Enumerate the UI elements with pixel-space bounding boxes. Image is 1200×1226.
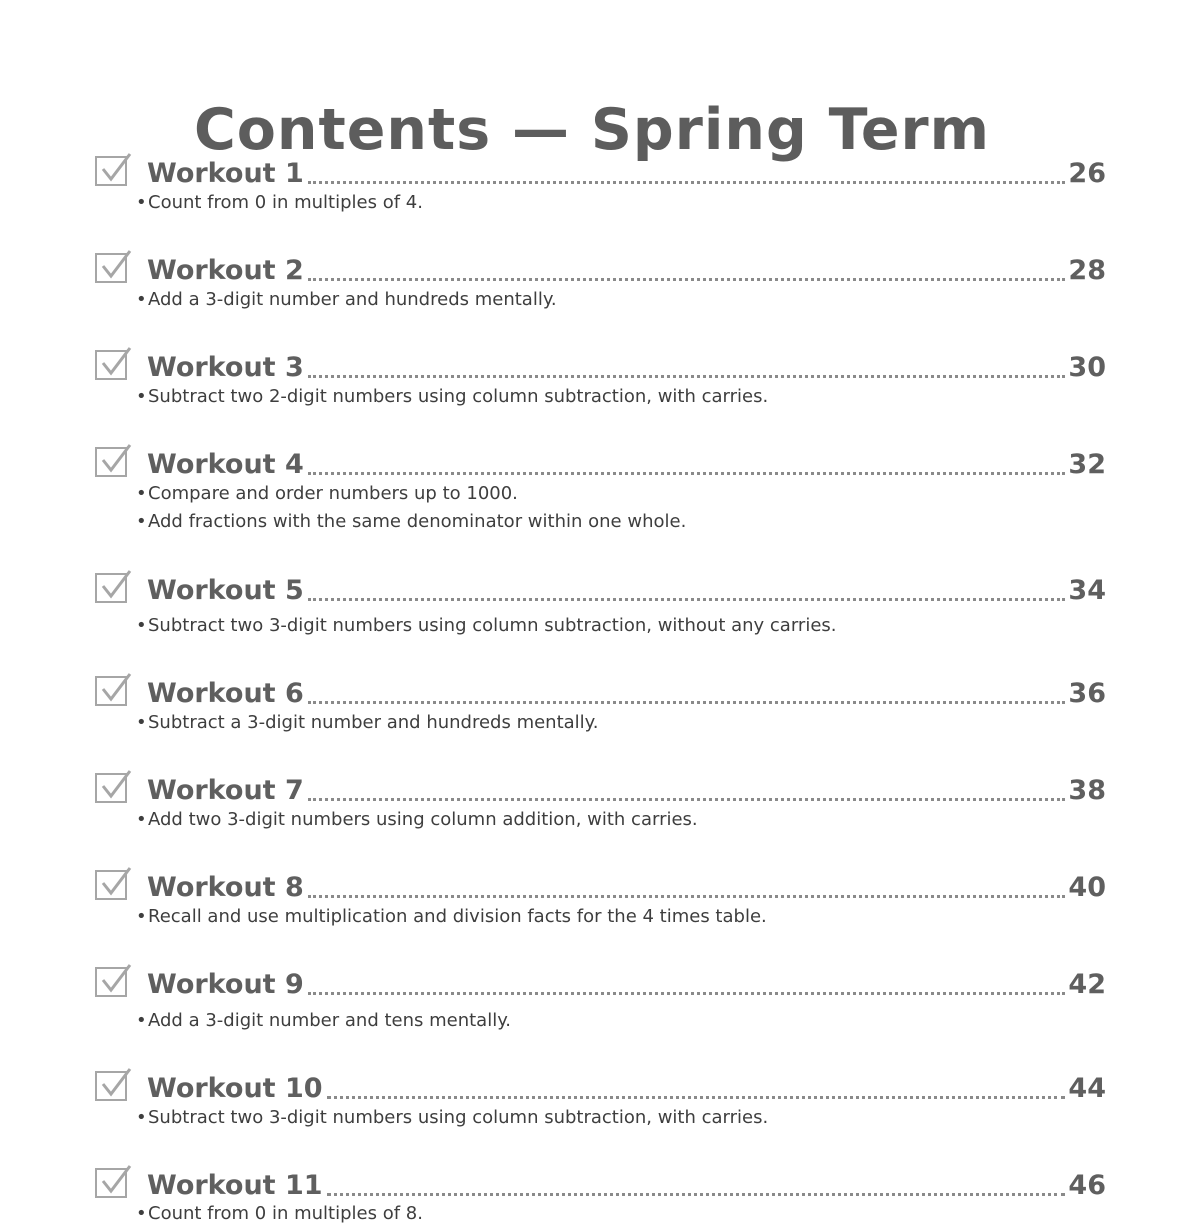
bullet-item bbox=[136, 614, 837, 638]
page-number: 36 bbox=[1068, 678, 1106, 709]
entry-title: Workout 7 bbox=[147, 775, 304, 806]
bullet-dot: • bbox=[136, 192, 147, 213]
bullet-text: Add a 3-digit number and hundreds mentally. bbox=[148, 289, 557, 310]
page-number: 34 bbox=[1068, 575, 1106, 606]
dot-leader bbox=[308, 701, 1066, 704]
bullet-dot: • bbox=[136, 1107, 147, 1128]
bullet-item bbox=[136, 808, 698, 832]
bullet-text: Add fractions with the same denominator within one whole. bbox=[148, 511, 687, 532]
dot-leader bbox=[308, 798, 1066, 801]
checkbox-tick-icon[interactable] bbox=[94, 250, 132, 284]
page-number: 44 bbox=[1068, 1073, 1106, 1104]
checkbox-tick-icon[interactable] bbox=[94, 770, 132, 804]
page-number: 32 bbox=[1068, 449, 1106, 480]
bullet-item bbox=[136, 1009, 511, 1033]
page-number: 46 bbox=[1068, 1170, 1106, 1201]
dot-leader bbox=[308, 598, 1066, 601]
dot-leader bbox=[327, 1096, 1066, 1099]
dot-leader bbox=[308, 472, 1066, 475]
page-number: 26 bbox=[1068, 158, 1106, 189]
bullet-item bbox=[136, 288, 557, 312]
bullet-item bbox=[136, 510, 686, 534]
bullet-text: Compare and order numbers up to 1000. bbox=[148, 483, 518, 504]
bullet-item bbox=[136, 711, 598, 735]
bullet-text: Subtract two 3-digit numbers using column subtraction, without any carries. bbox=[148, 615, 837, 636]
bullet-text: Subtract two 3-digit numbers using column subtraction, with carries. bbox=[148, 1107, 769, 1128]
entry-title: Workout 10 bbox=[147, 1073, 323, 1104]
bullet-dot: • bbox=[136, 386, 147, 407]
checkbox-tick-icon[interactable] bbox=[94, 153, 132, 187]
bullet-dot: • bbox=[136, 906, 147, 927]
bullet-item bbox=[136, 482, 518, 506]
entry-title: Workout 1 bbox=[147, 158, 304, 189]
dot-leader bbox=[308, 895, 1066, 898]
checkbox-tick-icon[interactable] bbox=[94, 347, 132, 381]
page-number: 42 bbox=[1068, 969, 1106, 1000]
bullet-item bbox=[136, 385, 768, 409]
bullet-text: Subtract two 2-digit numbers using column subtraction, with carries. bbox=[148, 386, 769, 407]
page-number: 38 bbox=[1068, 775, 1106, 806]
bullet-text: Recall and use multiplication and division facts for the 4 times table. bbox=[148, 906, 767, 927]
checkbox-tick-icon[interactable] bbox=[94, 1165, 132, 1199]
bullet-dot: • bbox=[136, 615, 147, 636]
bullet-text: Subtract a 3-digit number and hundreds mentally. bbox=[148, 712, 599, 733]
bullet-text: Add a 3-digit number and tens mentally. bbox=[148, 1010, 512, 1031]
entry-title: Workout 4 bbox=[147, 449, 304, 480]
checkbox-tick-icon[interactable] bbox=[94, 964, 132, 998]
bullet-text: Add two 3-digit numbers using column addition, with carries. bbox=[148, 809, 698, 830]
bullet-dot: • bbox=[136, 712, 147, 733]
page-number: 28 bbox=[1068, 255, 1106, 286]
checkbox-tick-icon[interactable] bbox=[94, 867, 132, 901]
entry-title: Workout 9 bbox=[147, 969, 304, 1000]
bullet-dot: • bbox=[136, 511, 147, 532]
dot-leader bbox=[308, 181, 1066, 184]
entry-title: Workout 5 bbox=[147, 575, 304, 606]
entry-title: Workout 3 bbox=[147, 352, 304, 383]
page-title: Contents — Spring Term bbox=[193, 97, 991, 164]
bullet-dot: • bbox=[136, 289, 147, 310]
bullet-item bbox=[136, 191, 423, 215]
dot-leader bbox=[308, 278, 1066, 281]
dot-leader bbox=[308, 992, 1066, 995]
page-number: 40 bbox=[1068, 872, 1106, 903]
bullet-item bbox=[136, 905, 767, 929]
entry-title: Workout 6 bbox=[147, 678, 304, 709]
page-number: 30 bbox=[1068, 352, 1106, 383]
bullet-item bbox=[136, 1106, 768, 1130]
dot-leader bbox=[327, 1193, 1066, 1196]
entry-title: Workout 2 bbox=[147, 255, 304, 286]
bullet-dot: • bbox=[136, 1010, 147, 1031]
entry-title: Workout 11 bbox=[147, 1170, 323, 1201]
entry-title: Workout 8 bbox=[147, 872, 304, 903]
dot-leader bbox=[308, 375, 1066, 378]
checkbox-tick-icon[interactable] bbox=[94, 444, 132, 478]
bullet-item bbox=[136, 1202, 423, 1226]
checkbox-tick-icon[interactable] bbox=[94, 1068, 132, 1102]
bullet-text: Count from 0 in multiples of 8. bbox=[148, 1203, 423, 1224]
bullet-dot: • bbox=[136, 1203, 147, 1224]
checkbox-tick-icon[interactable] bbox=[94, 570, 132, 604]
bullet-dot: • bbox=[136, 483, 147, 504]
bullet-text: Count from 0 in multiples of 4. bbox=[148, 192, 423, 213]
checkbox-tick-icon[interactable] bbox=[94, 673, 132, 707]
bullet-dot: • bbox=[136, 809, 147, 830]
